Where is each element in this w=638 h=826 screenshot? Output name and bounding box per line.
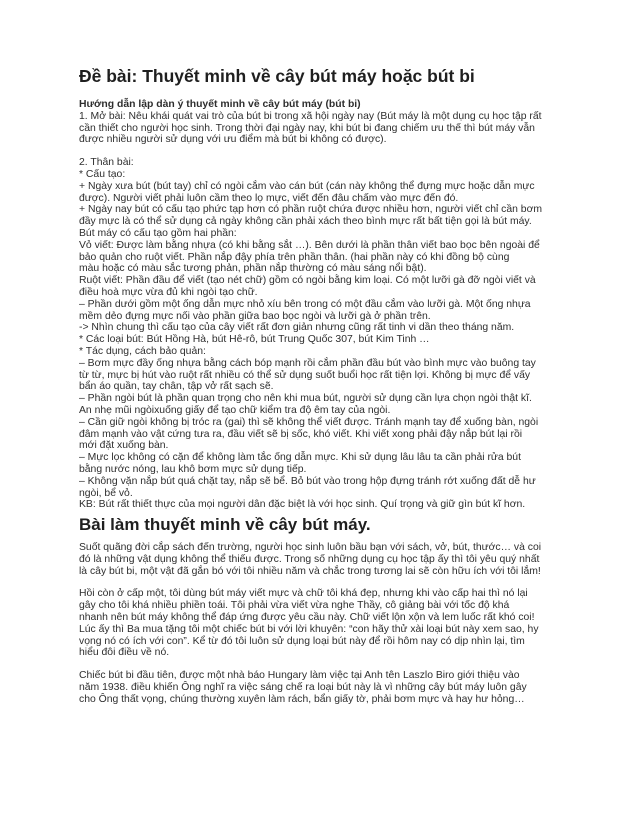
essay-paragraph-3: Chiếc bút bi đầu tiên, được một nhà báo Hungary làm việc tại Anh tên Laszlo Biro giới thiệu vào năm 1938. điều khiến Ông nghĩ ra việc sáng chế ra loại bút này là vì những cây bút máy luôn gây cho Ông thất vọng, chúng thường xuyên làm rách, bẩn giấy tờ, phải bơm mực và hay hư hỏng… — [79, 670, 527, 705]
essay-paragraph-1: Suốt quãng đời cắp sách đến trường, người học sinh luôn bầu bạn với sách, vở, bút, thước… và coi đó là những vật dụng không thể thiếu được. Trong số những dụng cụ học tập ấy thì tôi yêu quý nhất là cây bút bi, một vật đã gắn bó với tôi nhiều năm và chắc trong tương lai sẽ còn hữu ích với tôi lắm! — [79, 542, 542, 577]
essay-title: Bài làm thuyết minh về cây bút máy. — [79, 515, 371, 535]
body-outline: 2. Thân bài: * Cấu tạo: + Ngày xưa bút (bút tay) chỉ có ngòi cắm vào cán bút (cán này không thể đựng mực hoặc dẫn mực được). Người viết phải luôn cầm theo lọ mực, viết đến đâu chấm vào mực đến đó. + Ngày nay bút có cấu tạo phức tạp hơn có phần ruột chứa được nhiều hơn, người viết chỉ cần bơm đầy mực là có thể sử dụng cả ngày không cần phải xách theo bình mực rất bất tiện gọi là bút máy. Bút máy có cấu tạo gồm hai phần: Vỏ viết: Được làm bằng nhựa (có khi bằng sắt …). Bên dưới là phần thân viết bao bọc bên ngoài để bảo quản cho ruột viết. Phần nắp đậy phía trên phần thân. (hai phần này có khi đồng bộ cùng màu hoặc có màu sắc tương phản, phần nắp thường có màu sáng nổi bật). Ruột viết: Phần đầu để viết (tạo nét chữ) gồm có ngòi bằng kim loại. Có một lưỡi gà đỡ ngòi viết và điều hoà mực vừa đủ khi ngòi tạo chữ. – Phần dưới gồm một ống dẫn mực nhỏ xíu bên trong có một đầu cắm vào lưỡi gà. Một ống nhựa mềm dẻo đựng mực nối vào phần giữa bao bọc ngòi và lưỡi gà ở phần trên. -> Nhìn chung thì cấu tạo của cây viết rất đơn giản nhưng cũng rất tinh vi dần theo tháng năm. * Các loại bút: Bút Hồng Hà, bút Hê-rô, bút Trung Quốc 307, bút Kim Tinh … * Tác dụng, cách bảo quản: – Bơm mực đầy ống nhựa bằng cách bóp mạnh rồi cắm phần đầu bút vào bình mực vào buông tay từ từ, mực bị hút vào ruột rất nhiều có thể sử dụng suốt buổi học rất tiện lợi. Không bị mực để vấy bẩn áo quần, tay chân, tập vở rất sạch sẽ. – Phần ngòi bút là phần quan trọng cho nên khi mua bút, người sử dụng cần lựa chọn ngòi thật kĩ. An nhẹ mũi ngòixuống giấy để tạo chữ kiểm tra độ êm tay của ngòi. – Cần giữ ngòi không bị tróc ra (gai) thì sẽ không thể viết được. Tránh mạnh tay để xuống bàn, ngòi đâm mạnh vào vật cứng tưa ra, đầu viết sẽ bị sốc, khó viết. Khi viết xong phải đậy nắp bút lại rồi mới đặt xuống bàn. – Mực lọc không có cặn để không làm tắc ống dẫn mực. Khi sử dụng lâu lâu ta cần phải rửa bút bằng nước nóng, lau khô bơm mực sử dụng tiếp. – Không vặn nắp bút quá chặt tay, nắp sẽ bể. Bỏ bút vào trong hộp đựng tránh rớt xuống đất dễ hư ngòi, bể vỏ. KB: Bút rất thiết thực của mọi người dân đặc biệt là với học sinh. Quí trọng và giữ gìn bút kĩ hơn. — [79, 157, 543, 511]
intro-paragraph: 1. Mở bài: Nêu khái quát vai trò của bút bi trong xã hội ngày nay (Bút máy là một dụng cụ học tập rất cần thiết cho người học sinh. Trong thời đại ngày nay, khi bút bi đang chiếm ưu thế thì bút máy vẫn được nhiều người sử dụng với ưu điểm mà bút bi không có được). — [79, 110, 542, 146]
essay-paragraph-2: Hồi còn ở cấp một, tôi dùng bút máy viết mực và chữ tôi khá đẹp, nhưng khi vào cấp hai thì nó lại gây cho tôi khá nhiều phiền toái. Tôi phải vừa viết vừa nghe Thầy, cô giảng bài với tốc độ khá nhanh nên bút máy không thể đáp ứng được yêu cầu này. Chữ viết lộn xộn và lem luốc rất khó coi! Lúc ấy thì Ba mua tặng tôi một chiếc bút bi với lời khuyên: “con hãy thử xài loại bút này xem sao, hy vọng nó có ích với con”. Kể từ đó tôi luôn sử dụng loại bút này để rồi hôm nay có dịp nhìn lại, tìm hiểu đôi điều về nó. — [79, 588, 539, 659]
document-title: Đề bài: Thuyết minh về cây bút máy hoặc bút bi — [79, 66, 475, 86]
outline-heading: Hướng dẫn lập dàn ý thuyết minh về cây bút máy (bút bi) — [79, 99, 361, 110]
document-content — [79, 66, 563, 706]
